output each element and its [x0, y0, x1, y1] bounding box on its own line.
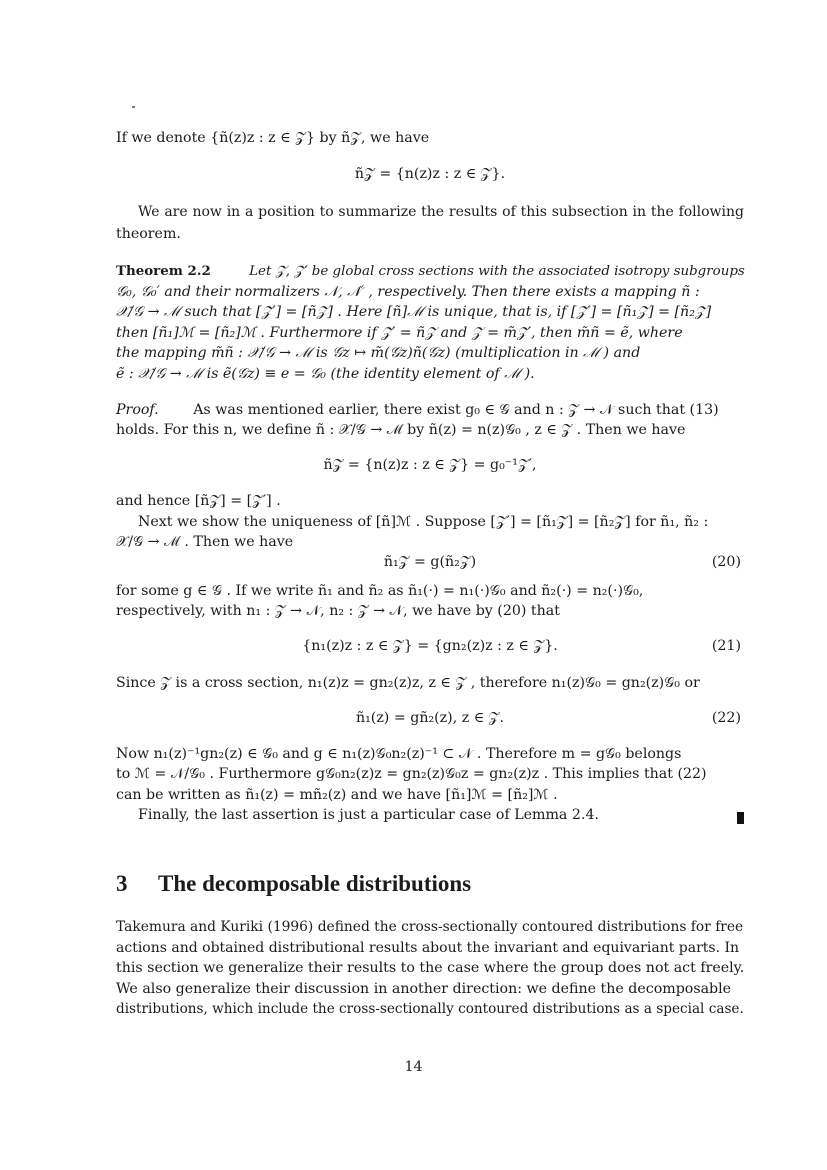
theorem-line-6: ẽ : 𝒳/𝒢 → ℳ is ẽ(𝒢z) ≡ e = 𝒢₀ (the identity element of ℳ ).	[116, 366, 535, 382]
theorem-line-3: 𝒳/𝒢 → ℳ such that [𝒵′] = [ñ𝒵] . Here [ñ]ℳ is unique, that is, if [𝒵′] = [ñ₁𝒵] = [ñ₂𝒵]	[116, 304, 712, 320]
para-summary-line-1: We are now in a position to summarize the results of this subsection in the following	[138, 204, 744, 220]
proof-line-11: can be written as ñ₁(z) = mñ₂(z) and we have [ñ₁]ℳ = [ñ₂]ℳ .	[116, 787, 558, 803]
proof-line-10: to ℳ = 𝒩/𝒢₀ . Furthermore g𝒢₀n₂(z)z = gn₂(z)𝒢₀z = gn₂(z)z . This implies that (22)	[116, 766, 707, 782]
proof-line-2: holds. For this n, we define ñ : 𝒳/𝒢 → ℳ by ñ(z) = n(z)𝒢₀ , z ∈ 𝒵 . Then we have	[116, 422, 686, 438]
section-text-line-4: We also generalize their discussion in another direction: we define the decomposable	[116, 981, 732, 997]
proof-line-5: 𝒳/𝒢 → ℳ . Then we have	[116, 534, 294, 550]
equation-20: ñ₁𝒵 = g(ñ₂𝒵)	[383, 554, 477, 570]
proof-label: Proof.	[116, 402, 159, 418]
page-number: 14	[404, 1059, 423, 1075]
section-title: The decomposable distributions	[158, 871, 472, 896]
equation-20-number: (20)	[711, 554, 741, 570]
proof-line-12: Finally, the last assertion is just a particular case of Lemma 2.4.	[138, 807, 599, 823]
equation-22-number: (22)	[711, 710, 741, 726]
section-heading	[116, 870, 471, 898]
equation-21: {n₁(z)z : z ∈ 𝒵} = {gn₂(z)z : z ∈ 𝒵}.	[302, 638, 558, 654]
qed-mark	[737, 812, 744, 824]
equation-22: ñ₁(z) = gñ₂(z), z ∈ 𝒵.	[355, 710, 505, 726]
proof-text-1: As was mentioned earlier, there exist g₀ ∈ 𝒢 and n : 𝒵 → 𝒩 such that (13)	[193, 402, 719, 418]
equation-21-number: (21)	[711, 638, 741, 654]
proof-line-1	[116, 400, 744, 420]
proof-line-7: respectively, with n₁ : 𝒵 → 𝒩, n₂ : 𝒵 → 𝒩, we have by (20) that	[116, 603, 560, 619]
proof-line-9: Now n₁(z)⁻¹gn₂(z) ∈ 𝒢₀ and g ∈ n₁(z)𝒢₀n₂(z)⁻¹ ⊂ 𝒩 . Therefore m = g𝒢₀ belongs	[116, 746, 682, 762]
para-summary-line-2: theorem.	[116, 226, 181, 242]
theorem-line-5: the mapping m̃ñ : 𝒳/𝒢 → ℳ is 𝒢z ↦ m̃(𝒢z)ñ(𝒢z) (multiplication in ℳ ) and	[116, 345, 641, 361]
theorem-label: Theorem 2.2	[116, 263, 211, 279]
section-text-line-3: this section we generalize their results to the case where the group does not act freely.	[116, 960, 745, 976]
theorem-line-1	[116, 261, 744, 282]
section-text-line-2: actions and obtained distributional results about the invariant and equivariant parts. In	[116, 940, 740, 956]
proof-line-4: Next we show the uniqueness of [ñ]ℳ . Suppose [𝒵′] = [ñ₁𝒵] = [ñ₂𝒵] for ñ₁, ñ₂ :	[138, 514, 709, 530]
proof-line-6: for some g ∈ 𝒢 . If we write ñ₁ and ñ₂ as ñ₁(·) = n₁(·)𝒢₀ and ñ₂(·) = n₂(·)𝒢₀,	[116, 583, 644, 599]
para-intro: If we denote {ñ(z)z : z ∈ 𝒵} by ñ𝒵, we have	[116, 130, 430, 146]
scan-speck	[132, 106, 135, 108]
theorem-text-1: Let 𝒵, 𝒵′ be global cross sections with the associated isotropy subgroups	[249, 264, 745, 279]
proof-line-8: Since 𝒵 is a cross section, n₁(z)z = gn₂(z)z, z ∈ 𝒵 , therefore n₁(z)𝒢₀ = gn₂(z)𝒢₀ or	[116, 675, 700, 691]
theorem-line-2: 𝒢₀, 𝒢₀′ and their normalizers 𝒩, 𝒩′ , respectively. Then there exists a mapping ñ :	[116, 284, 700, 300]
proof-equation-1: ñ𝒵 = {n(z)z : z ∈ 𝒵} = g₀⁻¹𝒵′,	[323, 457, 537, 473]
theorem-line-4: then [ñ₁]ℳ = [ñ₂]ℳ . Furthermore if 𝒵′ = ñ𝒵 and 𝒵 = m̃𝒵′, then m̃ñ = ẽ, where	[116, 325, 683, 341]
proof-line-3: and hence [ñ𝒵] = [𝒵′] .	[116, 493, 281, 509]
section-text-line-1: Takemura and Kuriki (1996) defined the cross-sectionally contoured distributions for free	[116, 919, 744, 935]
equation-nz: ñ𝒵 = {n(z)z : z ∈ 𝒵}.	[354, 166, 506, 182]
section-number: 3	[116, 871, 128, 896]
section-text-line-5: distributions, which include the cross-sectionally contoured distributions as a special case.	[116, 1001, 744, 1017]
